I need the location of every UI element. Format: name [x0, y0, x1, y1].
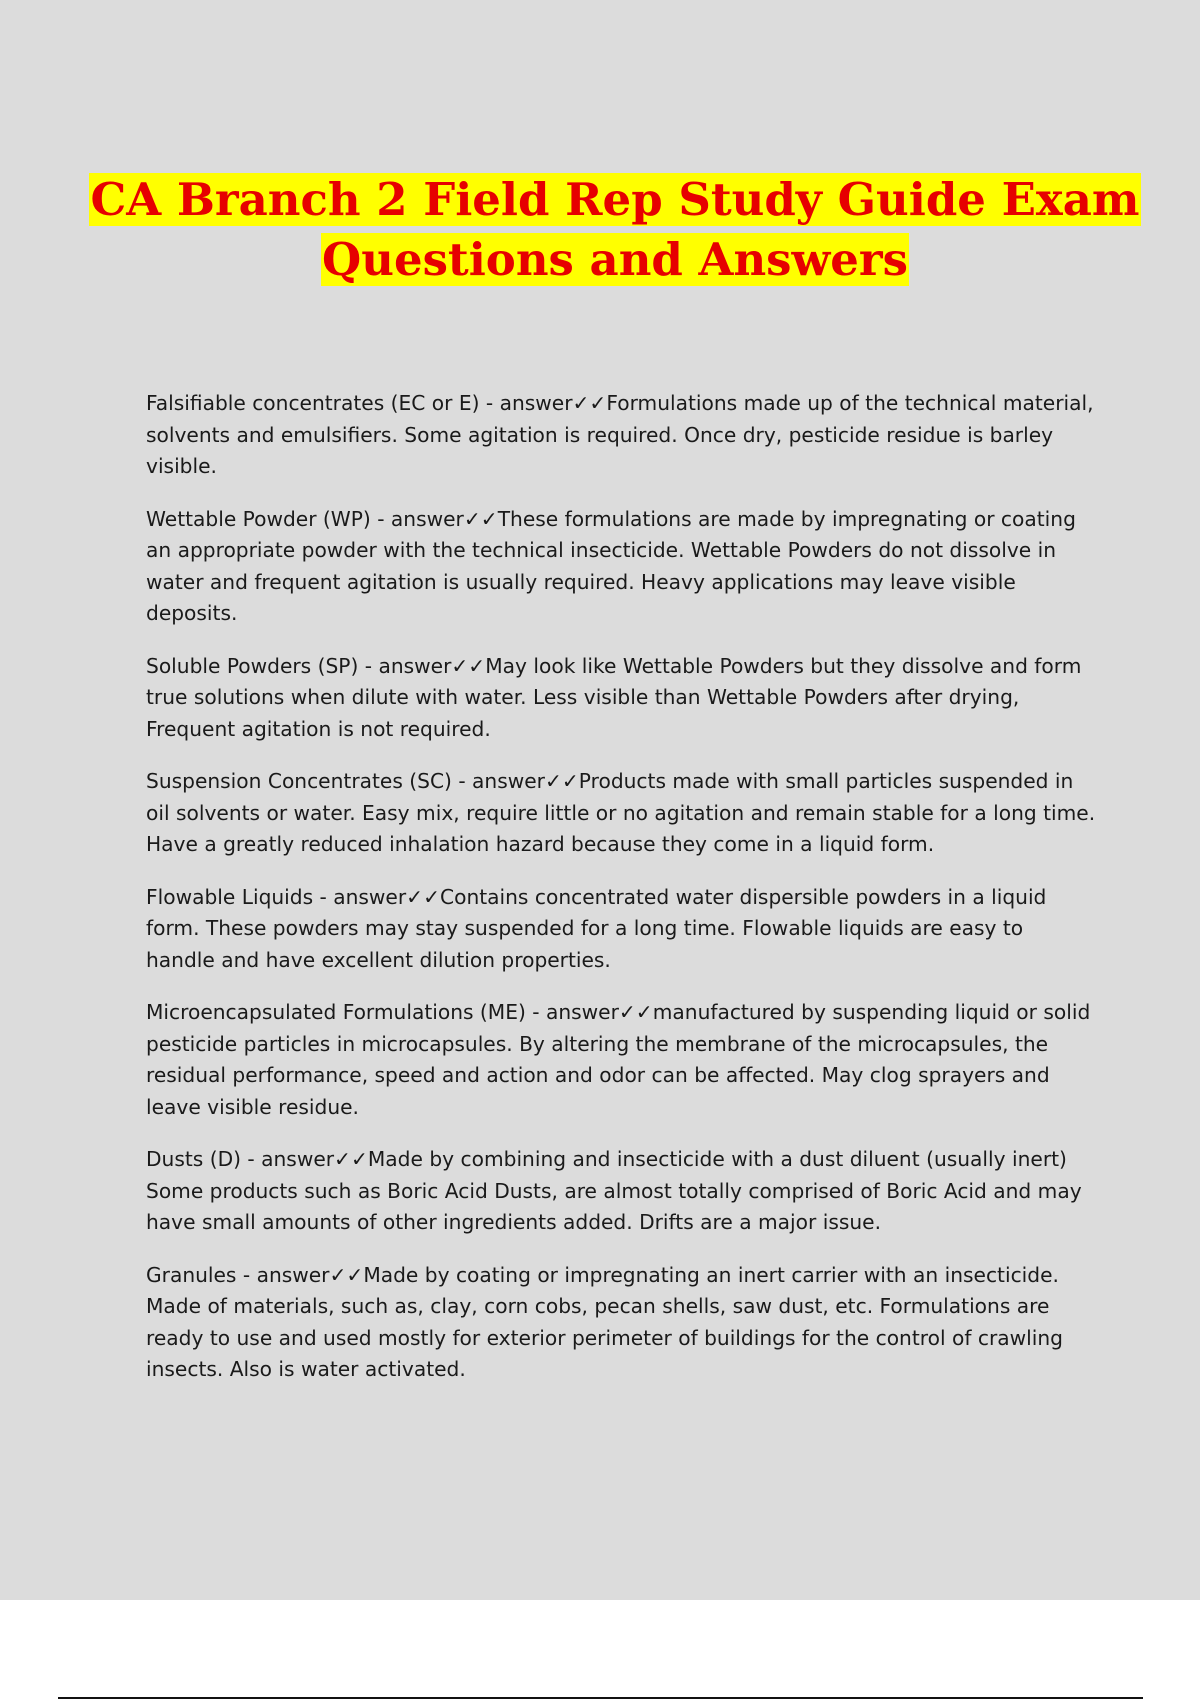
qa-list: [146, 388, 1096, 1407]
qa-answer: May look like Wettable Powders but they dissolve and form true solutions when dilute with water. Less visible than Wettable Powders after drying, Frequent agitation is not required.: [146, 653, 1082, 741]
title-line-1: CA Branch 2 Field Rep Study Guide Exam: [90, 173, 1140, 226]
qa-answer: Made by coating or impregnating an inert carrier with an insecticide. Made of materials, such as, clay, corn cobs, pecan shells, saw dust, etc. Formulations are ready to use and used mostly for exterior perimeter of buildings for the control of crawling insects. Also is water activated.: [146, 1262, 1063, 1381]
footer-divider: [58, 1697, 1143, 1699]
qa-term: Microencapsulated Formulations (ME): [146, 1000, 526, 1024]
qa-item-me: [146, 997, 1096, 1123]
qa-item-wp: [146, 504, 1096, 630]
qa-answer: Formulations made up of the technical material, solvents and emulsifiers. Some agitation is required. Once dry, pesticide residue is barley visible.: [146, 391, 1094, 478]
title-line-2: Questions and Answers: [322, 233, 908, 286]
qa-separator: - answer✓✓: [479, 391, 607, 415]
qa-item-granules: [146, 1260, 1096, 1386]
qa-answer: Made by combining and insecticide with a dust diluent (usually inert) Some products such as Boric Acid Dusts, are almost totally comprised of Boric Acid and may have small amounts of other ingredients added. Drifts are a major issue.: [146, 1147, 1082, 1234]
qa-answer: These formulations are made by impregnating or coating an appropriate powder with the technical insecticide. Wettable Powders do not dissolve in water and frequent agitation is usually required. Heavy applications may leave visible deposits.: [146, 506, 1076, 625]
qa-separator: - answer✓✓: [241, 1147, 368, 1171]
qa-item-ec: [146, 388, 1096, 483]
qa-separator: - answer✓✓: [358, 653, 486, 678]
qa-separator: - answer✓✓: [370, 506, 498, 531]
qa-item-dusts: [146, 1144, 1096, 1239]
qa-term: Falsifiable concentrates (EC or E): [146, 391, 480, 415]
qa-answer: Products made with small particles suspended in oil solvents or water. Easy mix, require little or no agitation and remain stable for a long time. Have a greatly reduced inhalation hazard because they come in a liquid form.: [146, 769, 1096, 856]
qa-separator: - answer✓✓: [525, 1000, 653, 1024]
qa-term: Soluble Powders (SP): [146, 653, 359, 678]
qa-term: Wettable Powder (WP): [146, 506, 371, 531]
qa-term: Flowable Liquids: [146, 884, 314, 909]
qa-item-flowable: [146, 882, 1096, 977]
qa-separator: - answer✓✓: [236, 1262, 364, 1287]
qa-answer: manufactured by suspending liquid or solid pesticide particles in microcapsules. By altering the membrane of the microcapsules, the residual performance, speed and action and odor can be affected. May clog sprayers and leave visible residue.: [146, 1000, 1091, 1119]
document-title: [60, 170, 1170, 290]
qa-term: Dusts (D): [146, 1147, 242, 1171]
qa-item-sc: [146, 766, 1096, 861]
qa-item-sp: [146, 651, 1096, 746]
qa-separator: - answer✓✓: [313, 884, 440, 909]
qa-term: Suspension Concentrates (SC): [146, 769, 452, 793]
qa-separator: - answer✓✓: [451, 769, 579, 793]
qa-term: Granules: [146, 1262, 237, 1287]
qa-answer: Contains concentrated water dispersible powders in a liquid form. These powders may stay suspended for a long time. Flowable liquids are easy to handle and have excellent dilution properties.: [146, 884, 1047, 972]
